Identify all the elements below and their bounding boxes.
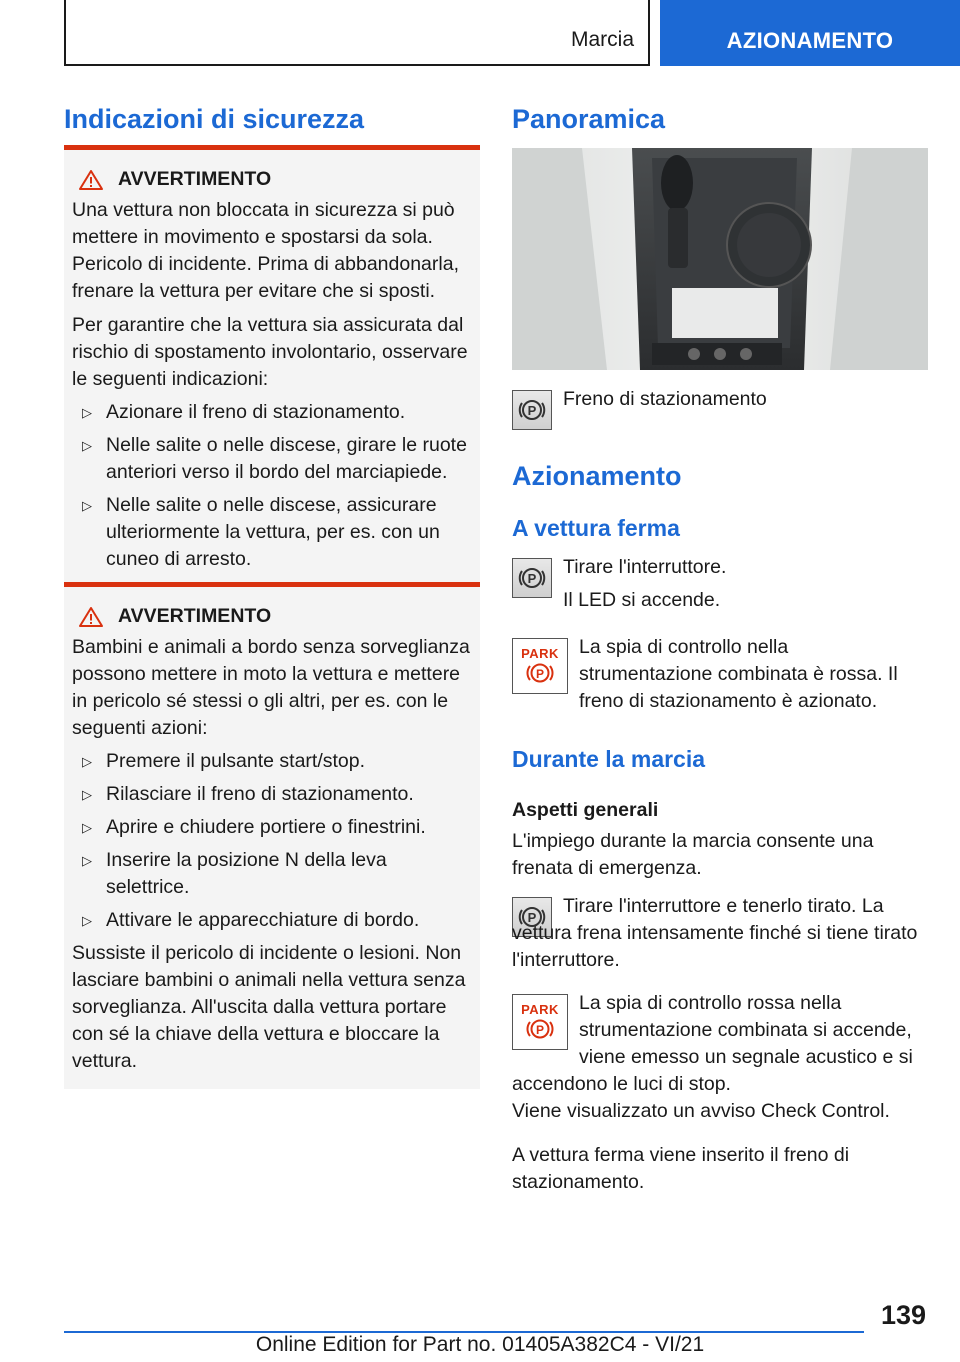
center-console-image [512, 148, 928, 370]
list-item: ▷ Premere il pulsante start/stop. [72, 748, 470, 775]
bullet-triangle-icon: ▷ [82, 913, 92, 928]
svg-text:P: P [527, 910, 537, 925]
center-console-photo [512, 148, 928, 370]
header-chapter-label: AZIONAMENTO [726, 28, 894, 53]
svg-text:P: P [535, 1022, 545, 1037]
warning-list [72, 399, 470, 573]
warning-header [72, 605, 470, 628]
pull-indicator-text: La spia di controllo rossa nella strumentazione combinata si accende, viene emesso un segnale acustico e si accendono le luci di stop. [512, 992, 913, 1095]
standstill-applied-text: A vettura ferma viene inserito il freno di stazionamento. [512, 1144, 850, 1193]
pull-switch-text: Tirare l'interruttore e tenerlo tirato. La vettura frena intensamente finché si tiene tirato l'interruttore. [512, 895, 918, 971]
list-item: ▷ Nelle salite o nelle discese, assicurare ulteriormente la vettura, per es. con un cuneo di arresto. [82, 494, 440, 570]
general-text: L'impiego durante la marcia consente una frenata di emergenza. [512, 830, 874, 879]
standstill-title: A vettura ferma [512, 515, 680, 541]
header-section-tab [64, 0, 650, 66]
bullet-triangle-icon: ▷ [82, 787, 92, 802]
operation-title: Azionamento [512, 461, 682, 491]
warning-header [72, 168, 470, 191]
bullet-triangle-icon: ▷ [82, 405, 92, 420]
bullet-triangle-icon: ▷ [82, 853, 92, 868]
safety-title: Indicazioni di sicurezza [64, 104, 365, 134]
park-indicator-icon [512, 638, 568, 694]
driving-title: Durante la marcia [512, 746, 706, 772]
bullet-triangle-icon: ▷ [82, 754, 92, 769]
warning-paragraph: Bambini e animali a bordo senza sorveglianza possono mettere in moto la vettura e mettere in pericolo sé stessi o gli altri, per es. con le seguenti azioni: [72, 636, 470, 739]
standstill-indicator-text: La spia di controllo nella strumentazione combinata è rossa. Il freno di stazionamento è azionato. [579, 636, 898, 712]
header-section-label: Marcia [570, 28, 634, 51]
svg-text:P: P [535, 666, 545, 681]
warning-box-1 [64, 145, 480, 593]
warning-triangle-icon [78, 606, 104, 628]
warning-list [72, 748, 470, 934]
footer-edition: Online Edition for Part no. 01405A382C4 - VI/21 [255, 1333, 705, 1356]
page-number: 139 [880, 1300, 926, 1330]
warning-label: AVVERTIMENTO [118, 605, 272, 627]
warning-box-2 [64, 582, 480, 1089]
overview-title: Panoramica [512, 104, 666, 134]
warning-paragraph: Per garantire che la vettura sia assicurata dal rischio di spostamento involontario, osservare le seguenti indicazioni: [72, 314, 468, 390]
warning-paragraph: Una vettura non bloccata in sicurezza si può mettere in movimento e spostarsi da sola. Pericolo di incidente. Prima di abbandonarla, frenare la vettura per evitare che si sposti. [72, 199, 459, 302]
check-control-text: Viene visualizzato un avviso Check Control. [512, 1100, 890, 1122]
park-indicator-label: PARK [521, 1001, 559, 1017]
warning-label: AVVERTIMENTO [118, 168, 272, 190]
photo-caption: Freno di stazionamento [563, 388, 767, 410]
warning-triangle-icon [78, 169, 104, 191]
parking-brake-switch-icon [512, 558, 552, 598]
general-subtitle: Aspetti generali [512, 799, 659, 821]
standstill-step-2: Il LED si accende. [563, 589, 721, 611]
list-item: ▷ Azionare il freno di stazionamento. [72, 399, 470, 426]
list-item: ▷ Attivare le apparecchiature di bordo. [72, 907, 470, 934]
parking-brake-switch-icon [512, 390, 552, 430]
svg-text:P: P [527, 571, 537, 586]
standstill-step-1: Tirare l'interruttore. [563, 556, 727, 578]
list-item: ▷ Inserire la posizione N della leva selettrice. [82, 849, 387, 898]
list-item: ▷ Rilasciare il freno di stazionamento. [72, 781, 470, 808]
bullet-triangle-icon: ▷ [82, 438, 92, 453]
list-item: ▷ Aprire e chiudere portiere o finestrini. [72, 814, 470, 841]
warning-paragraph: Sussiste il pericolo di incidente o lesioni. Non lasciare bambini o animali nella vettura senza sorveglianza. All'uscita dalla vettura portare con sé la chiave della vettura e bloccare la vettura. [72, 942, 466, 1072]
park-indicator-label: PARK [521, 645, 559, 661]
list-item: ▷ Nelle salite o nelle discese, girare le ruote anteriori verso il bordo del marciapiede. [82, 434, 467, 483]
svg-text:P: P [527, 403, 537, 418]
bullet-triangle-icon: ▷ [82, 820, 92, 835]
bullet-triangle-icon: ▷ [82, 498, 92, 513]
header-chapter-tab [660, 0, 960, 66]
